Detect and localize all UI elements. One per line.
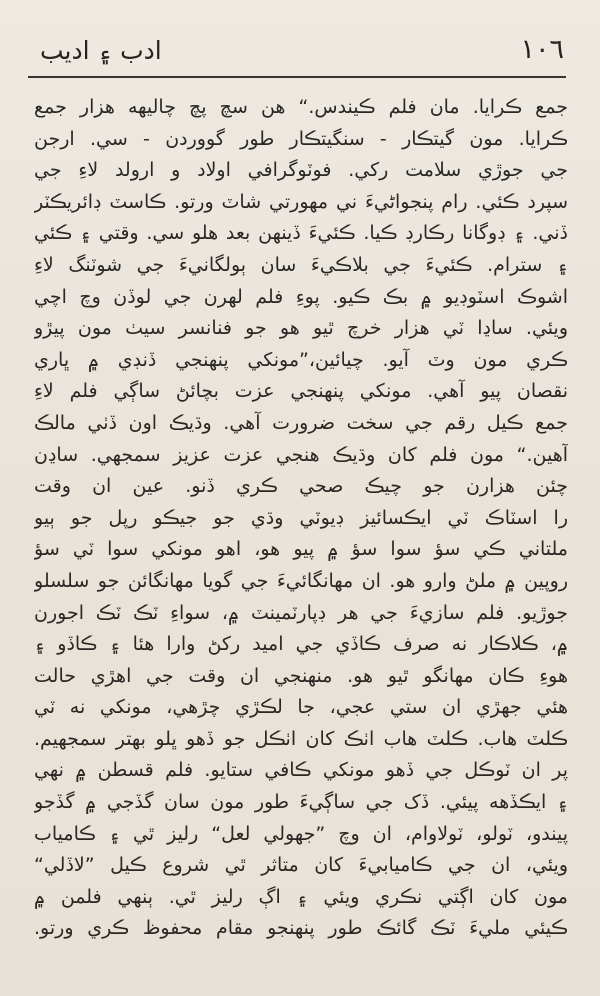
text-line: را اسٽاڪ ٽي ايڪسائيز ڊيوٽي وڌي جو جيڪو رپل جو ٻيو bbox=[34, 506, 568, 529]
text-line: آهين.“ مون فلم کان وڌيڪ هنجي عزت عزيز سمجهي. ساڍن bbox=[34, 443, 568, 466]
text-line: سپرد ڪئي. رام پنجواڻيءَ ني مهورتي شاٽ ورتو. ڪاسٽ ڊائريڪٽر bbox=[34, 190, 568, 213]
text-line: پيندو، ٽولو، ٽولاوام، ان وچ ”جهولي لعل“ رليز ٿي ۽ ڪامياب bbox=[34, 822, 568, 845]
text-line: ۾، ڪلاڪار نه صرف ڪاڏي جي اميد رکڻ وارا هئا ۽ ڪاڏو ۽ bbox=[34, 633, 568, 656]
text-line: ڪلٽ هاب. ڪلٽ هاب اٺڪ کان اٺڪل جو ڏهو ڀلو بهتر سمجهيم. bbox=[34, 727, 568, 750]
text-line: هئي جهڙي ان ستي عجي، جا لڪڙي چڙهي، مونکي نه ٽي bbox=[34, 696, 568, 719]
page-header bbox=[30, 34, 570, 74]
text-line: نقصان پيو آهي. مونکي پنهنجي عزت بچائڻ ساڳي فلم لاءِ bbox=[34, 380, 568, 403]
text-line: ۽ سترام. ڪئيءَ جي بلاڪيءَ سان ٻولگانيءَ جي شوٽنگ لاءِ bbox=[34, 253, 568, 276]
page-number: ١٠٦ bbox=[520, 34, 564, 65]
text-line: مون کان اڳتي نڪري ويئي ۽ اڳ رليز ٿي. ٻنهي فلمن ۾ bbox=[34, 885, 568, 908]
text-line: ڪيئي مليءَ ٽڪ گائڪ طور پنهنجو مقام محفوظ ڪري ورتو. bbox=[34, 917, 568, 940]
text-line: روپين ۾ ملڻ وارو هو. ان مهانگائيءَ جي گويا مهانگائن جو سلسلو bbox=[34, 569, 568, 592]
text-line: پر ان ٽوڪل جي ڏهو مونکي ڪافي ستايو. فلم قسطن ۾ نهي bbox=[34, 759, 568, 782]
text-line: ملتاني ڪي سؤ سوا سؤ ۾ پيو هو، اهو مونکي سوا ٽي سؤ bbox=[34, 538, 568, 561]
text-line: ڏني. ۽ ڊوگانا رڪارڊ ڪيا. ڪئيءَ ڏينهن بعد هلو سي. وقتي ۽ ڪئي bbox=[34, 222, 568, 245]
text-line: جمع ڪيل رقم جي سخت ضرورت آهي. وڌيڪ اون ڏٺي مالڪ bbox=[34, 411, 568, 434]
text-line: جي جوڙي سلامت رکي. فوٽوگرافي اولاد و ارولد لاءِ جي bbox=[34, 159, 568, 182]
text-line: هوءِ ڪان مهانگو ٿيو هو. منهنجي ان وقت جي اهڙي حالت bbox=[34, 664, 568, 687]
text-line: ڪري مون وٽ آيو. چيائين،”مونکي پنهنجي ڏنڊي ۾ ڀاري bbox=[34, 348, 568, 371]
header-rule bbox=[28, 76, 566, 78]
text-line: جوڙيو. فلم سازيءَ جي هر ڊپارٽمينٽ ۾، سواءِ ٽڪ ٽڪ اجورن bbox=[34, 601, 568, 624]
text-line: جمع ڪرايا. مان فلم ڪيندس.“ هن سچ پچ چاليهه هزار جمع bbox=[34, 96, 568, 118]
text-line: اشوڪ اسٽوڊيو ۾ بڪ ڪيو. پوءِ فلم لهرن جي لوڏن وچ اچي bbox=[34, 285, 568, 308]
text-line: ڪرايا. مون گيتڪار - سنگيتڪار طور گووردن - سي. ارجن bbox=[34, 127, 568, 150]
running-head: ادب ۽ اديب bbox=[40, 36, 162, 65]
text-line: چئن هزارن جو چيڪ صحي ڪري ڏنو. عين ان وقت bbox=[34, 475, 568, 498]
body-text bbox=[34, 92, 568, 945]
text-line: ۽ ايڪڏهه پيئي. ڏک جي ساڳيءَ طور مون سان گڏجي ۾ گڏجو bbox=[34, 791, 568, 814]
text-line: ويئي، ان جي ڪاميابيءَ کان متاثر ٿي شروع ڪيل ”لاڏلي“ bbox=[34, 854, 568, 877]
text-line: ويئي. ساڍا ٽي هزار خرچ ٿيو هو جو فنانسر سيٺ مون پيڙو bbox=[34, 317, 568, 340]
